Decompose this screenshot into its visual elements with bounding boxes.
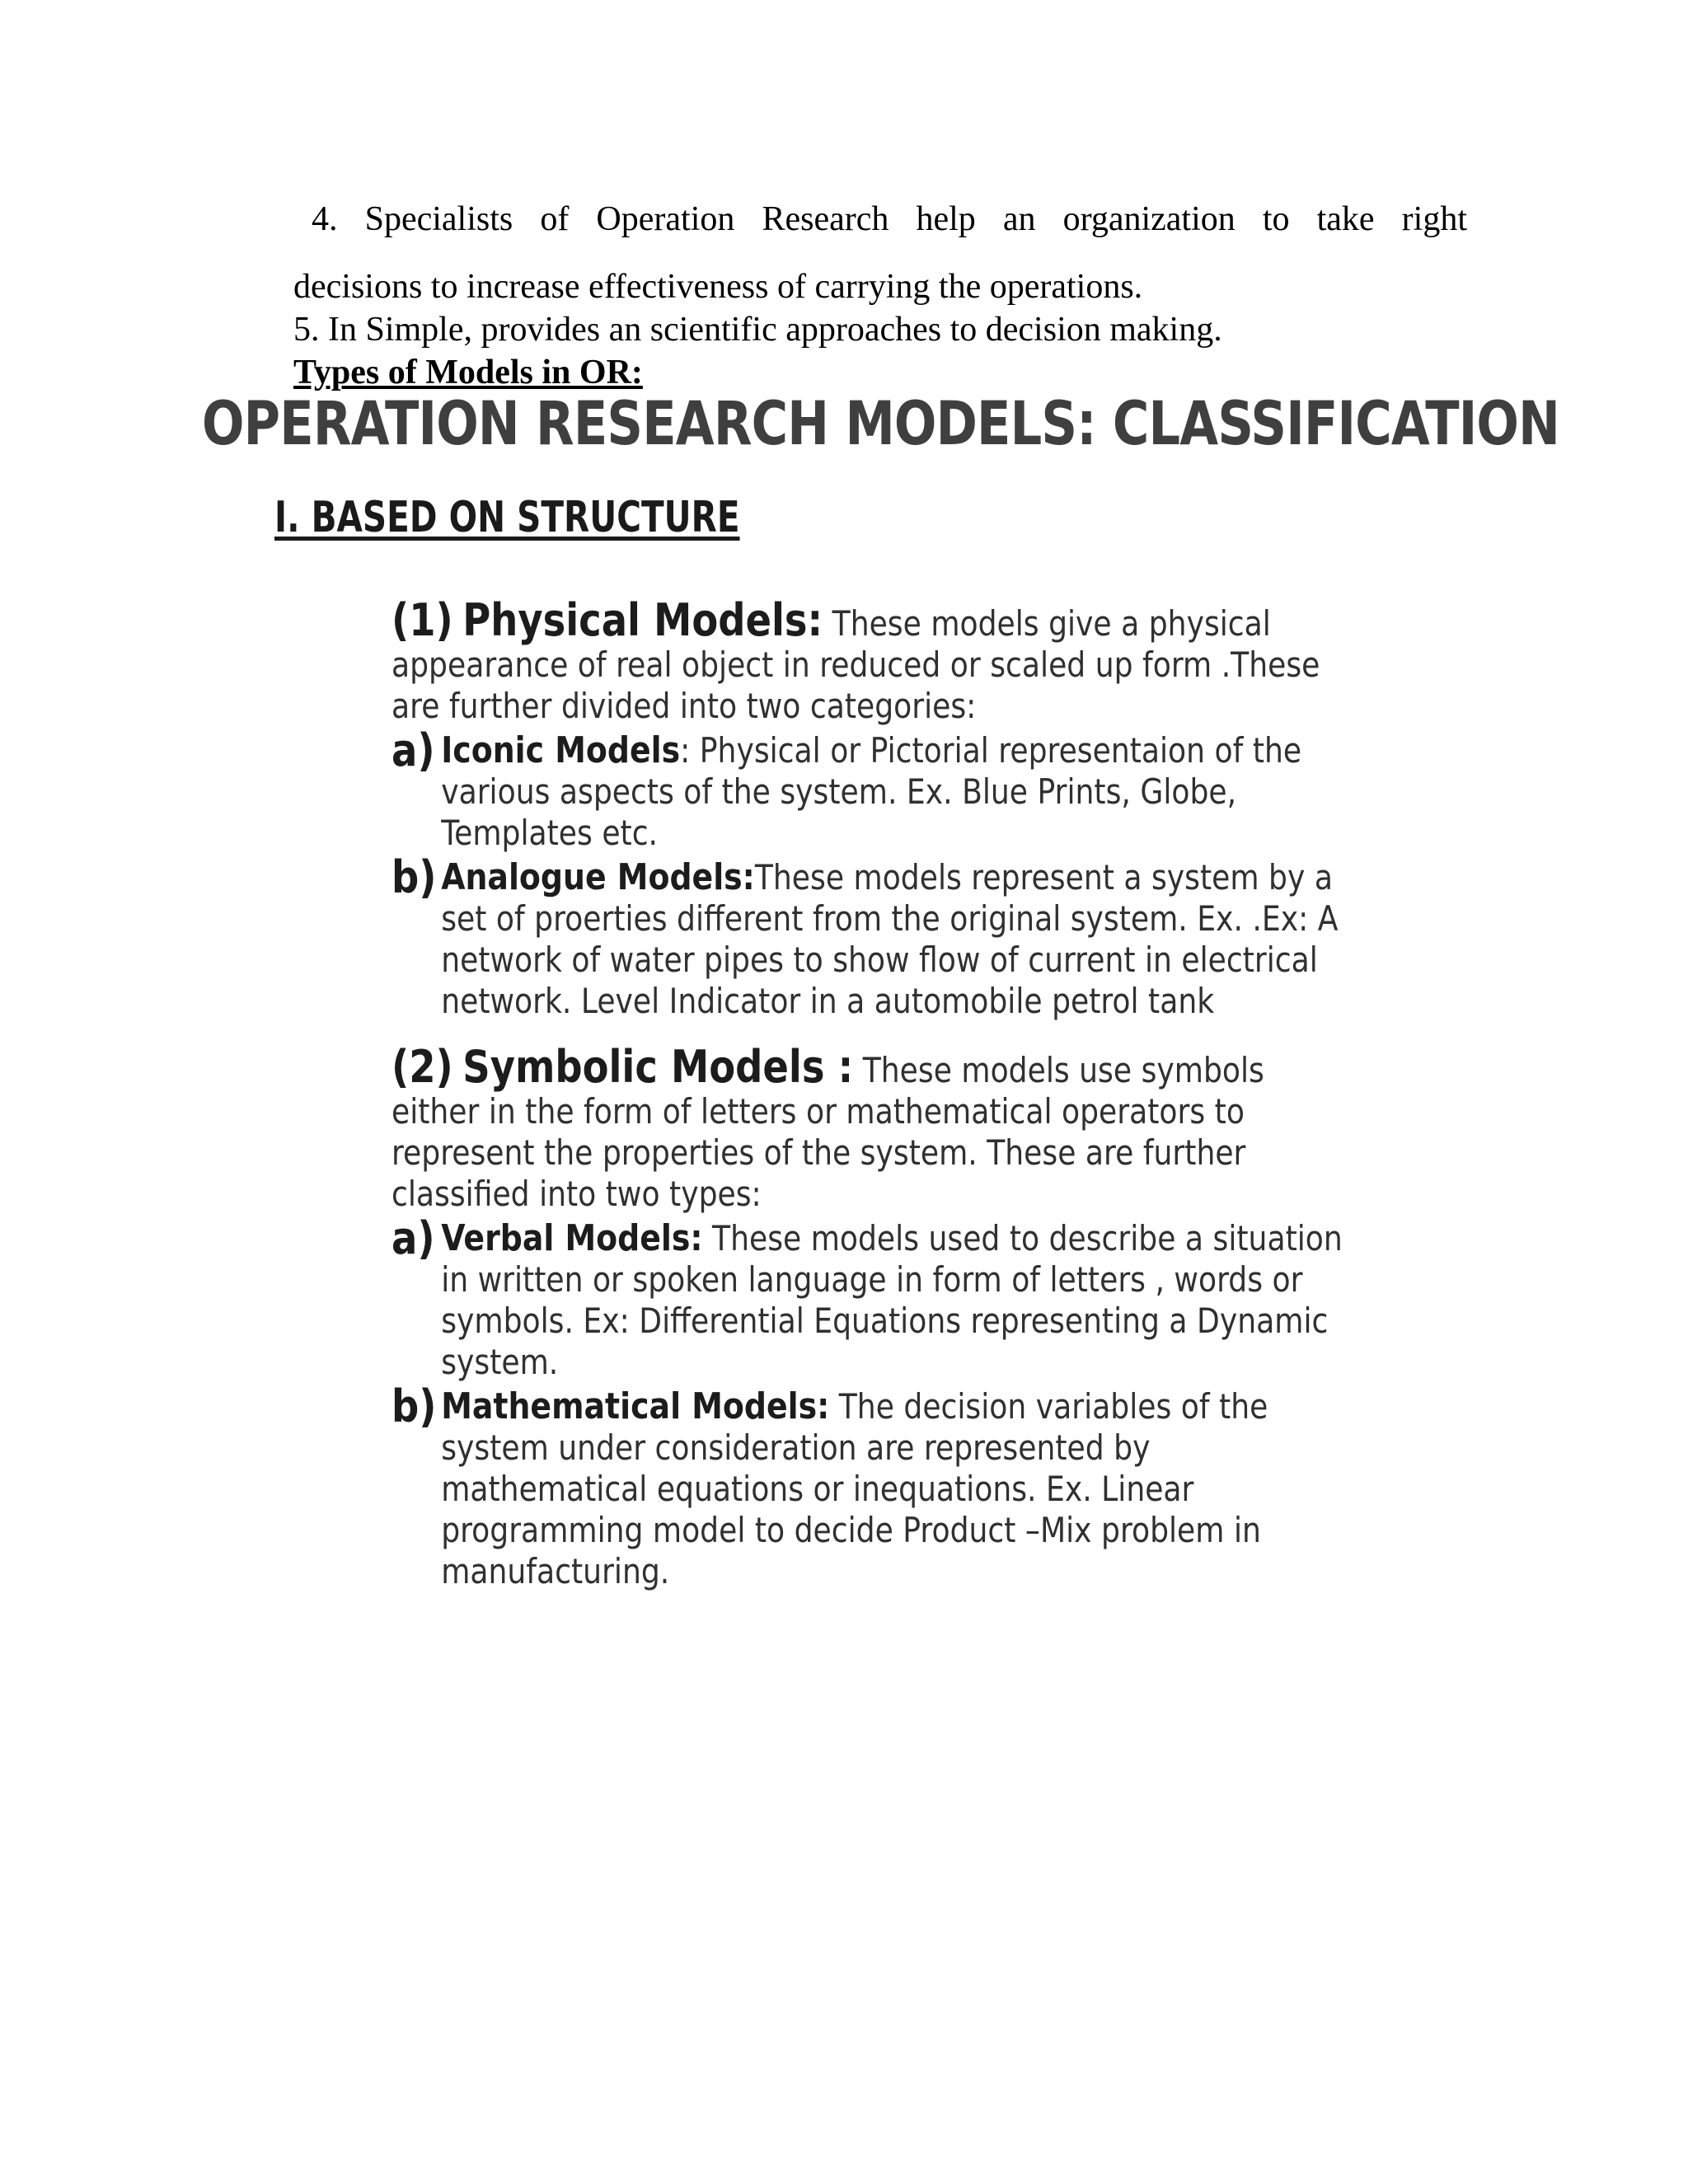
symbolic-models-heading: Symbolic Models :	[462, 1041, 854, 1093]
mathematical-models-text: The decision variables of the system under consideration are represented by mathematical equations or inequations. Ex. Linear programming model to decide Product –Mix problem in manufacturing.	[441, 1386, 1268, 1591]
types-of-models-heading: Types of Models in OR:	[293, 354, 643, 391]
verbal-models-item	[392, 1212, 1356, 1383]
physical-models-section	[392, 594, 1356, 1022]
iconic-models-item	[392, 724, 1356, 854]
symbolic-models-intro	[392, 1041, 1356, 1215]
figure-title: OPERATION RESEARCH MODELS: CLASSIFICATION	[202, 389, 1559, 459]
iconic-models-term: Iconic Models	[441, 729, 681, 771]
symbolic-models-text: These models use symbols either in the form of letters or mathematical operators to represent the properties of the system. These are further classified into two types:	[392, 1050, 1264, 1214]
item-marker: a)	[392, 1212, 435, 1264]
point-4-line-2: decisions to increase effectiveness of carrying the operations.	[293, 268, 1143, 306]
physical-models-text: These models give a physical appearance of real object in reduced or scaled up form .These are further divided into two categories:	[392, 603, 1320, 726]
item-marker: a)	[392, 724, 435, 776]
analogue-models-text: These models represent a system by a set of proerties different from the original system. Ex. .Ex: A network of water pipes to show flow of current in electrical network. Level Indicator in a automobile petrol tank	[441, 857, 1339, 1021]
item-marker: b)	[392, 1380, 437, 1432]
mathematical-models-item	[392, 1380, 1356, 1592]
physical-models-intro	[392, 594, 1356, 727]
classification-figure	[194, 387, 1559, 1591]
point-5: 5. In Simple, provides an scientific approaches to decision making.	[293, 311, 1222, 349]
mathematical-models-term: Mathematical Models:	[441, 1385, 830, 1427]
physical-models-heading: Physical Models:	[462, 594, 823, 646]
iconic-models-text: : Physical or Pictorial representaion of the various aspects of the system. Ex. Blue Prints, Globe, Templates etc.	[441, 730, 1302, 853]
figure-subtitle: I. BASED ON STRUCTURE	[274, 493, 740, 542]
verbal-models-text: These models used to describe a situation in written or spoken language in form of letters , words or symbols. Ex: Differential Equations representing a Dynamic system.	[441, 1218, 1343, 1382]
verbal-models-term: Verbal Models:	[441, 1217, 703, 1259]
symbolic-models-section	[392, 1041, 1356, 1592]
symbolic-models-number: (2)	[392, 1041, 453, 1093]
analogue-models-item	[392, 851, 1356, 1022]
physical-models-number: (1)	[392, 594, 453, 646]
point-4-line-1: 4. Specialists of Operation Research help an organization to take right	[312, 200, 1467, 238]
item-marker: b)	[392, 851, 437, 903]
analogue-models-term: Analogue Models:	[441, 856, 755, 898]
